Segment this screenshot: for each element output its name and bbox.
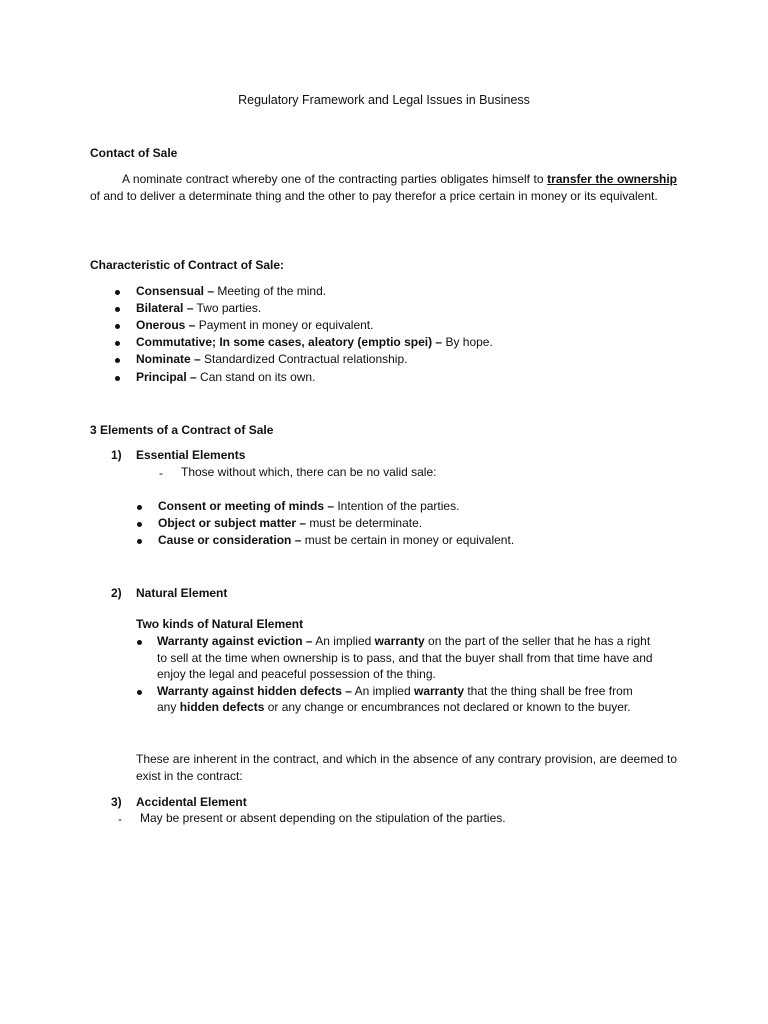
item-term: Warranty against hidden defects – (157, 684, 352, 698)
item-term: Cause or consideration – (158, 533, 302, 547)
item-text: An implied (312, 634, 375, 648)
item-text: An implied (351, 684, 414, 698)
section-heading-contract-of-sale: Contact of Sale (90, 146, 178, 160)
bullet-icon (137, 690, 142, 695)
accidental-heading: Accidental Element (136, 795, 247, 809)
item-term: Nominate – (136, 352, 201, 366)
item-text: on the part of the seller that he has a right (424, 634, 651, 648)
definition-text-part1: A nominate contract whereby one of the contracting parties obligates himself to (122, 172, 548, 186)
item-desc: Payment in money or equivalent. (195, 318, 374, 332)
item-text: enjoy the legal and peaceful possession of the thing. (157, 667, 436, 681)
document-title: Regulatory Framework and Legal Issues in Business (238, 93, 530, 107)
bullet-icon (137, 640, 142, 645)
bullet-icon (115, 376, 120, 381)
item-term: Principal – (136, 370, 197, 384)
item-term: Consent or meeting of minds – (158, 499, 335, 513)
item-text: any (157, 700, 180, 714)
definition-emphasis: transfer the ownership (547, 172, 677, 186)
bullet-icon (115, 341, 120, 346)
definition-text-part2: of and to deliver a determinate thing and the other to pay therefor a price certain in money or its equivalent. (90, 188, 658, 203)
accidental-note: May be present or absent depending on the stipulation of the parties. (140, 811, 506, 825)
bullet-icon (115, 324, 120, 329)
item-term: Consensual – (136, 284, 215, 298)
item-desc: By hope. (442, 335, 493, 349)
natural-number: 2) (111, 586, 122, 600)
item-text: or any change or encumbrances not declared or known to the buyer. (264, 700, 631, 714)
bullet-icon (115, 290, 120, 295)
essential-note: Those without which, there can be no valid sale: (181, 465, 437, 479)
section-heading-characteristics: Characteristic of Contract of Sale: (90, 258, 285, 272)
natural-heading: Natural Element (136, 586, 228, 600)
item-text: that the thing shall be free from (464, 684, 633, 698)
item-text: to sell at the time when ownership is to pass, and that the buyer shall from that time have and (157, 651, 653, 665)
item-desc: must be certain in money or equivalent. (301, 533, 515, 547)
bullet-icon (137, 522, 142, 527)
item-term: Onerous – (136, 318, 196, 332)
inherent-paragraph: These are inherent in the contract, and which in the absence of any contrary provision, are deemed to exist in the contract: (136, 752, 677, 783)
accidental-number: 3) (111, 795, 122, 809)
item-desc: Meeting of the mind. (214, 284, 327, 298)
item-desc: must be determinate. (306, 516, 423, 530)
item-desc: Intention of the parties. (334, 499, 460, 513)
item-desc: Can stand on its own. (196, 370, 316, 384)
bullet-icon (115, 358, 120, 363)
item-term: Bilateral – (136, 301, 194, 315)
bullet-icon (115, 307, 120, 312)
item-keyword: warranty (374, 634, 425, 648)
item-term: Commutative; In some cases, aleatory (emptio spei) – (136, 335, 443, 349)
essential-heading: Essential Elements (136, 448, 246, 462)
item-desc: Standardized Contractual relationship. (200, 352, 408, 366)
item-keyword: warranty (413, 684, 465, 698)
bullet-icon (137, 505, 142, 510)
section-heading-elements: 3 Elements of a Contract of Sale (90, 423, 274, 437)
item-keyword: hidden defects (179, 700, 265, 714)
dash-marker: - (118, 812, 122, 826)
item-term: Object or subject matter – (158, 516, 307, 530)
essential-number: 1) (111, 448, 122, 462)
definition-paragraph (90, 171, 677, 204)
item-term: Warranty against eviction – (157, 634, 313, 648)
bullet-icon (137, 539, 142, 544)
natural-subheading: Two kinds of Natural Element (136, 617, 304, 631)
item-desc: Two parties. (193, 301, 262, 315)
dash-marker: - (159, 466, 163, 480)
